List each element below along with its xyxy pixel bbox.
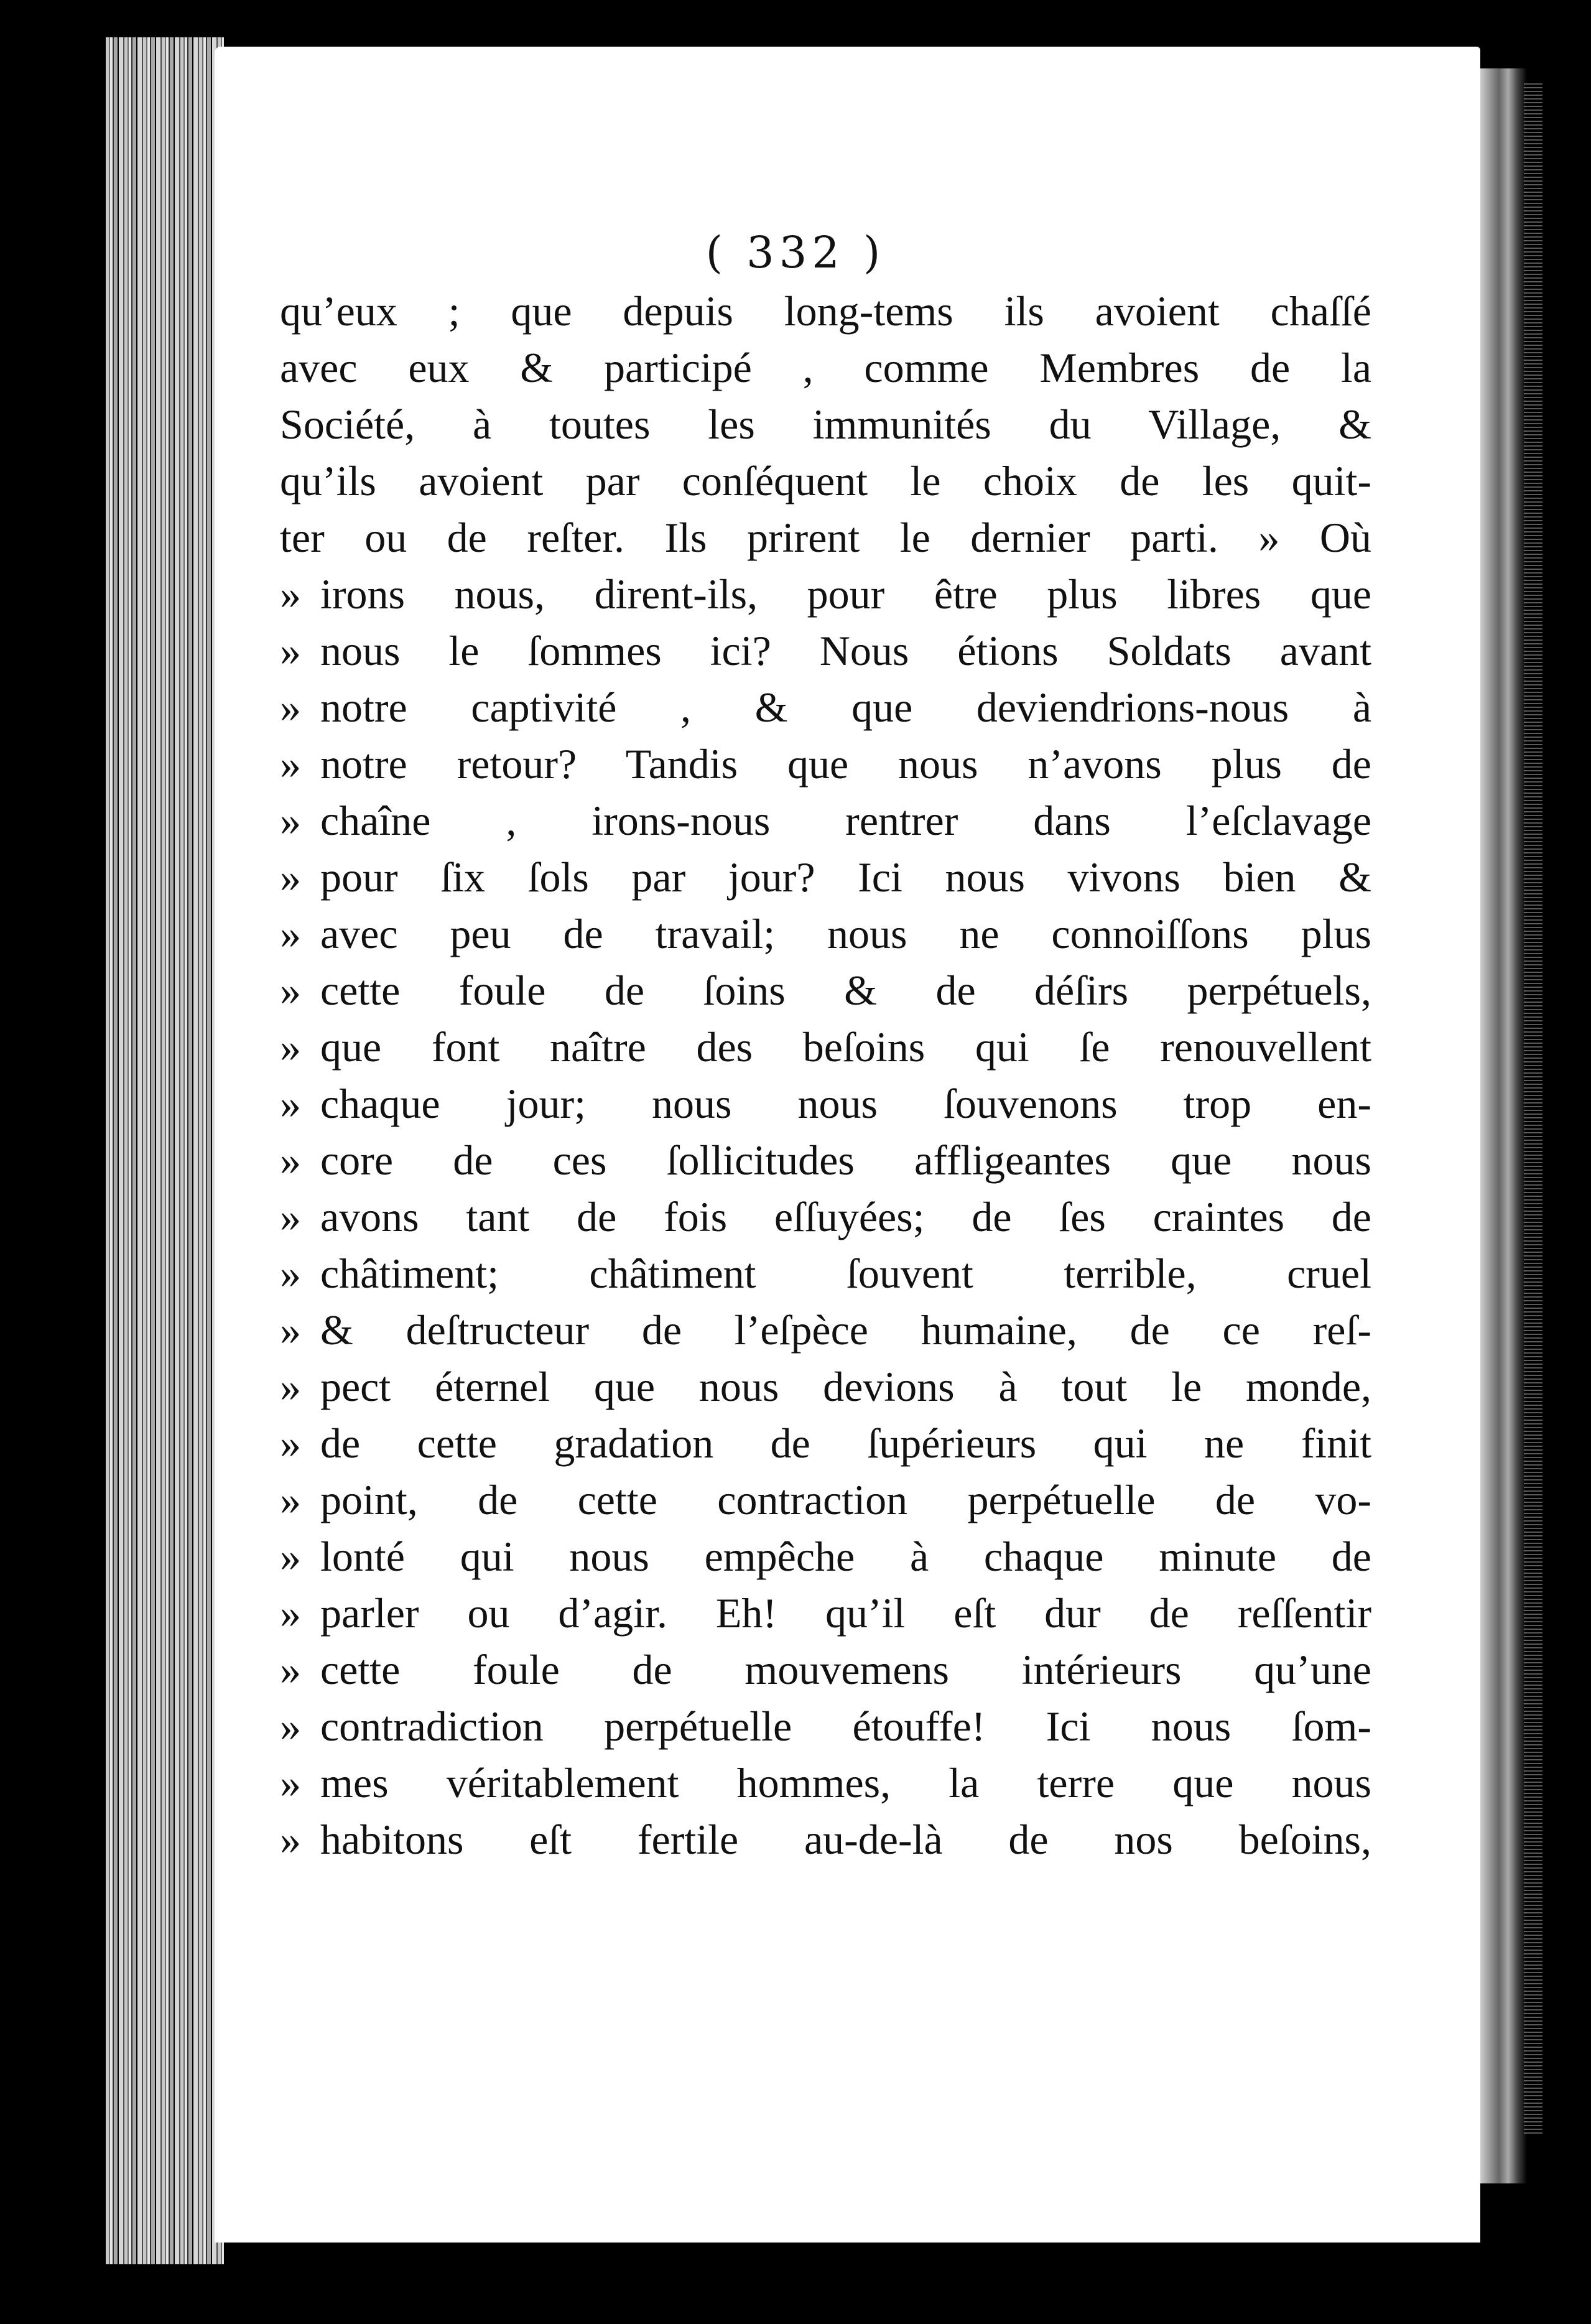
- text-line: [280, 1642, 1371, 1698]
- line-text: chaîne , irons-nous rentrer dans l’eſclavage: [320, 797, 1371, 844]
- quote-mark: »: [280, 1080, 301, 1127]
- quote-mark: »: [280, 1023, 301, 1071]
- page-stack-lines: [1524, 81, 1542, 2134]
- text-line: [280, 453, 1371, 509]
- text-line: [280, 1132, 1371, 1189]
- text-line: [280, 1245, 1371, 1302]
- line-text: core de ces ſollicitudes affligeantes que nous: [320, 1136, 1371, 1184]
- text-line: [280, 1472, 1371, 1528]
- line-text: & deſtructeur de l’eſpèce humaine, de ce reſ-: [320, 1306, 1371, 1354]
- text-line: [280, 566, 1371, 623]
- line-text: qu’ils avoient par conſéquent le choix de les quit-: [280, 457, 1371, 504]
- text-line: [280, 1755, 1371, 1811]
- line-text: de cette gradation de ſupérieurs qui ne finit: [320, 1420, 1371, 1467]
- text-line: [280, 1076, 1371, 1132]
- line-text: mes véritablement hommes, la terre que nous: [320, 1759, 1371, 1806]
- text-line: [280, 1811, 1371, 1868]
- line-text: nous le ſommes ici? Nous étions Soldats avant: [320, 627, 1371, 674]
- line-text: avons tant de fois eſſuyées; de ſes craintes de: [320, 1193, 1371, 1240]
- text-line: [280, 340, 1371, 396]
- quote-mark: »: [280, 1306, 301, 1354]
- line-text: irons nous, dirent-ils, pour être plus libres que: [320, 570, 1371, 618]
- line-text: notre retour? Tandis que nous n’avons plus de: [320, 740, 1371, 788]
- quote-mark: »: [280, 1363, 301, 1410]
- quote-mark: »: [280, 1589, 301, 1637]
- line-text: parler ou d’agir. Eh! qu’il eſt dur de reſſentir: [320, 1589, 1371, 1637]
- line-text: lonté qui nous empêche à chaque minute de: [320, 1533, 1371, 1580]
- quote-mark: »: [280, 1646, 301, 1693]
- quote-mark: »: [280, 1420, 301, 1467]
- quote-mark: »: [280, 684, 301, 731]
- line-text: point, de cette contraction perpétuelle de vo-: [320, 1476, 1371, 1523]
- text-line: [280, 906, 1371, 962]
- line-text: pour ſix ſols par jour? Ici nous vivons bien &: [320, 853, 1371, 901]
- text-line: [280, 1359, 1371, 1415]
- text-line: [280, 1698, 1371, 1755]
- quote-mark: »: [280, 853, 301, 901]
- line-text: châtiment; châtiment ſouvent terrible, cruel: [320, 1250, 1371, 1297]
- book-binding-edge: [106, 37, 224, 2264]
- quote-mark: »: [280, 1759, 301, 1806]
- body-text: [280, 283, 1371, 1868]
- line-text: notre captivité , & que deviendrions-nous à: [320, 684, 1371, 731]
- line-text: pect éternel que nous devions à tout le monde,: [320, 1363, 1371, 1410]
- quote-mark: »: [280, 797, 301, 844]
- text-line: [280, 1528, 1371, 1585]
- text-line: [280, 792, 1371, 849]
- text-line: [280, 1302, 1371, 1359]
- quote-mark: »: [280, 1136, 301, 1184]
- text-line: [280, 1189, 1371, 1245]
- line-text: avec eux & participé , comme Membres de la: [280, 344, 1371, 391]
- text-line: [280, 623, 1371, 679]
- quote-mark: »: [280, 1250, 301, 1297]
- text-line: [280, 509, 1371, 566]
- line-text: cette foule de ſoins & de déſirs perpétuels,: [320, 967, 1371, 1014]
- text-line: [280, 396, 1371, 453]
- quote-mark: »: [280, 740, 301, 788]
- text-line: [280, 1415, 1371, 1472]
- quote-mark: »: [280, 1476, 301, 1523]
- text-line: [280, 283, 1371, 340]
- quote-mark: »: [280, 627, 301, 674]
- quote-mark: »: [280, 1816, 301, 1863]
- line-text: chaque jour; nous nous ſouvenons trop en-: [320, 1080, 1371, 1127]
- line-text: avec peu de travail; nous ne connoiſſons plus: [320, 910, 1371, 957]
- text-line: [280, 962, 1371, 1019]
- quote-mark: »: [280, 910, 301, 957]
- page-number: ( 332 ): [705, 227, 886, 278]
- line-text: cette foule de mouvemens intérieurs qu’une: [320, 1646, 1371, 1693]
- line-text: que font naître des beſoins qui ſe renouvellent: [320, 1023, 1371, 1071]
- quote-mark: »: [280, 967, 301, 1014]
- line-text: ter ou de reſter. Ils prirent le dernier parti. » Où: [280, 514, 1371, 561]
- text-line: [280, 736, 1371, 792]
- text-line: [280, 679, 1371, 736]
- line-text: qu’eux ; que depuis long-tems ils avoient chaſſé: [280, 287, 1371, 335]
- quote-mark: »: [280, 1703, 301, 1750]
- scan-background: [0, 0, 106, 2324]
- text-line: [280, 849, 1371, 906]
- quote-mark: »: [280, 1533, 301, 1580]
- line-text: Société, à toutes les immunités du Village, &: [280, 401, 1371, 448]
- text-line: [280, 1585, 1371, 1642]
- line-text: habitons eſt fertile au-de-là de nos beſoins,: [320, 1816, 1371, 1863]
- text-line: [280, 1019, 1371, 1076]
- quote-mark: »: [280, 570, 301, 618]
- line-text: contradiction perpétuelle étouffe! Ici nous ſom-: [320, 1703, 1371, 1750]
- quote-mark: »: [280, 1193, 301, 1240]
